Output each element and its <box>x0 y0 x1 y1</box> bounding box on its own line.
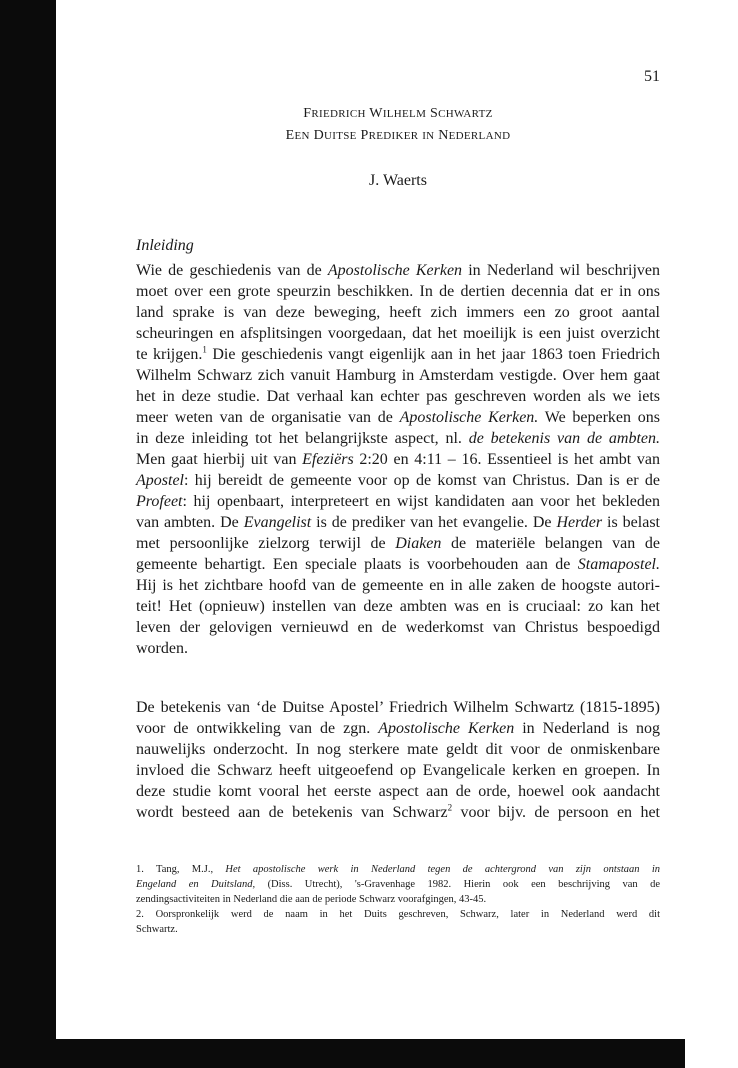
footnote-ref-1[interactable]: 1 <box>202 344 207 355</box>
scan-border-bottom <box>0 1039 685 1068</box>
scan-border-left <box>0 0 56 1068</box>
page-number: 51 <box>644 68 660 85</box>
body-paragraph-1: Wie de geschiedenis van de Apostolische Kerken in Nederland wil beschrijven moet over een grote speurzin beschikken. In de dertien decennia dat er in ons land sprake is van deze beweging, heeft zich immers een zo groot aantal scheuringen en afsplitsingen voorgedaan, dat het moeilijk is een juist overzicht te krijgen.$^1$ Die geschiedenis vangt eigenlijk aan in het jaar 1863 toen Friedrich Wilhelm Schwarz zich vanuit Hamburg in Amsterdam vestigde. Over hem gaat het in deze studie. Dat verhaal kan echter pas geschreven worden als we iets meer weten van de organisatie van de Apostolische Kerken. We beperken ons in deze inleiding tot het belangrijkste aspect, nl. de betekenis van de ambten. Men gaat hierbij uit van Efeziërs 2:20 en 4:11 – 16. Essentieel is het ambt van Apostel: hij bereidt de gemeente voor op de komst van Christus. Dan is er de Profeet: hij openbaart, interpreteert en wijst kandidaten aan voor het bekleden van ambten. De Evangelist is de prediker van het evangelie. De Herder is belast met persoonlijke zielzorg terwijl de Diaken de materiële belangen van de gemeente behartigt. Een speciale plaats is voorbehouden aan de Stamapostel. Hij is het zichtbare hoofd van de gemeente en in alle zaken de hoogste autori- teit! Het (opnieuw) instellen van deze ambten was en is cruciaal: zo kan het leven der gelovigen vernieuwd en de wederkomst van Christus bespoedigd worden. <box>136 262 661 657</box>
article-title-line-1: FRIEDRICH WILHELM SCHWARTZ <box>303 106 493 121</box>
footnotes: 1. Tang, M.J., Het apostolische werk in Nederland tegen de achtergrond van zijn ontstaan in Engeland en Duitsland, (Diss. Utrecht), 's-Gravenhage 1982. Hierin ook een beschrijving van de zendingsactiviteiten in Nederland die aan de periode Schwarz voorafgingen, 43-45. 2. Oorspronkelijk werd de naam in het Duits geschreven, Schwarz, later in Nederland werd dit Schwartz. <box>136 864 660 935</box>
footnote-2: 2. Oorspronkelijk werd de naam in het Duits geschreven, Schwarz, later in Nederland werd dit <box>136 909 660 920</box>
footnote-ref-2[interactable]: 2 <box>447 802 453 813</box>
footnote-1: 1. Tang, M.J., Het apostolische werk in Nederland tegen de achtergrond van zijn ontstaan in <box>136 864 660 875</box>
article-title-line-2: EEN DUITSE PREDIKER IN NEDERLAND <box>285 128 511 143</box>
author-name: J. Waerts <box>369 172 427 189</box>
body-paragraph-2: De betekenis van ‘de Duitse Apostel’ Friedrich Wilhelm Schwartz (1815-1895) voor de ontwikkeling van de zgn. Apostolische Kerken in Nederland is nog nauwelijks onderzocht. In nog sterkere mate geldt dit voor de onmiskenbare invloed die Schwarz heeft uitgeoefend op Evangelicale kerken en groepen. In deze studie komt vooral het eerste aspect aan de orde, hoewel ook aandacht wordt besteed aan de betekenis van Schwarz$^2$ voor bijv. de persoon en het <box>136 699 661 821</box>
section-heading: Inleiding <box>136 237 194 254</box>
